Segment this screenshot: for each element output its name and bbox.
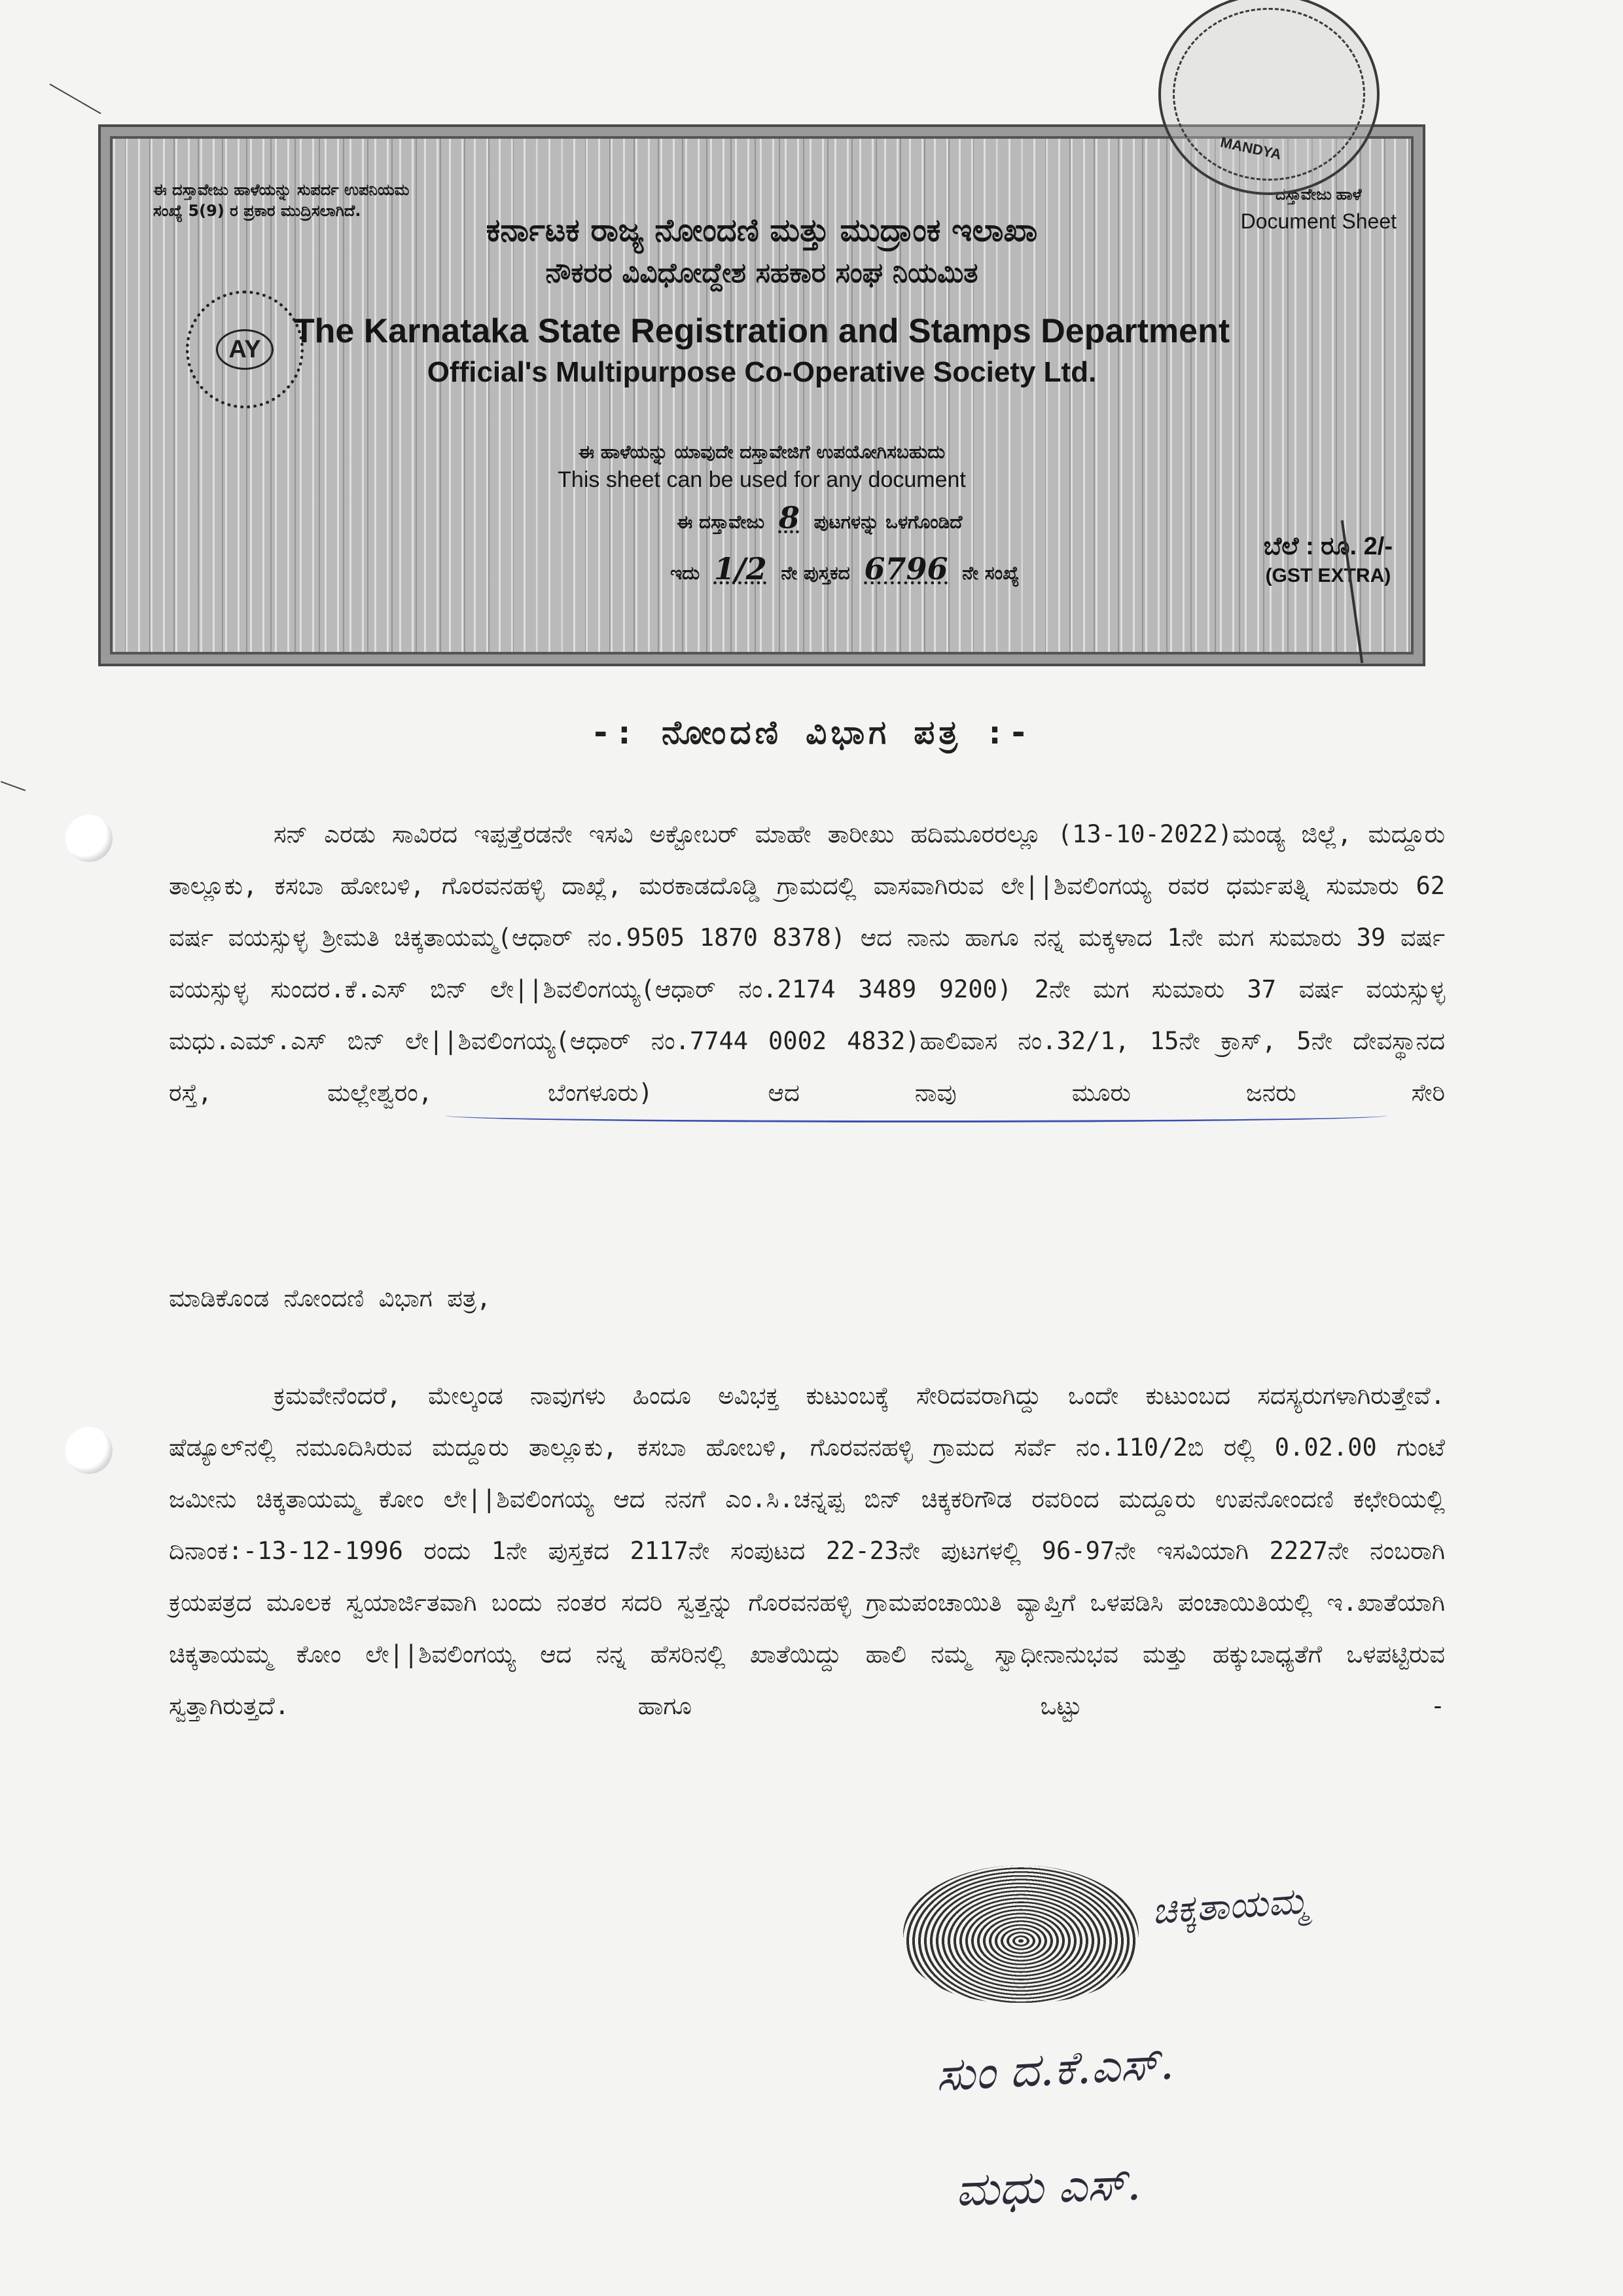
department-heading-kannada: ಕರ್ನಾಟಕ ರಾಜ್ಯ ನೋಂದಣಿ ಮತ್ತು ಮುದ್ರಾಂಕ ಇಲಾಖಾ (486, 212, 1038, 249)
department-heading-english: The Karnataka State Registration and Stamps Department (293, 312, 1230, 350)
sheet-count-suffix: ಪುಟಗಳನ್ನು ಒಳಗೊಂಡಿದೆ (813, 511, 963, 533)
price-label: ಬೆಲೆ : ರೂ. 2/- (1263, 533, 1393, 560)
sheet-number-prefix: ಇದು (670, 562, 700, 584)
sheet-number-line (670, 551, 1019, 586)
paragraph-property-history: ಕ್ರಮವೇನೆಂದರೆ, ಮೇಲ್ಕಂಡ ನಾವುಗಳು ಹಿಂದೂ ಅವಿಭಕ್ತ ಕುಟುಂಬಕ್ಕೆ ಸೇರಿದವರಾಗಿದ್ದು ಒಂದೇ ಕುಟುಂಬದ ಸದಸ್ಯರುಗಳಾಗಿರುತ್ತೇವೆ. ಷೆಡ್ಯೂಲ್‌ನಲ್ಲಿ ನಮೂದಿಸಿರುವ ಮದ್ದೂರು ತಾಲ್ಲೂಕು, ಕಸಬಾ ಹೋಬಳಿ, ಗೊರವನಹಳ್ಳಿ ಗ್ರಾಮದ ಸರ್ವೆ ನಂ.110/2ಬಿ ರಲ್ಲಿ 0.02.00 ಗುಂಟೆ ಜಮೀನು ಚಿಕ್ಕತಾಯಮ್ಮ ಕೋಂ ಲೇ||ಶಿವಲಿಂಗಯ್ಯ ಆದ ನನಗೆ ಎಂ.ಸಿ.ಚನ್ನಪ್ಪ ಬಿನ್ ಚಿಕ್ಕಕರಿಗೌಡ ರವರಿಂದ ಮದ್ದೂರು ಉಪನೋಂದಣಿ ಕಛೇರಿಯಲ್ಲಿ ದಿನಾಂಕ:-13-12-1996 ರಂದು 1ನೇ ಪುಸ್ತಕದ 2117ನೇ ಸಂಪುಟದ 22-23ನೇ ಪುಟಗಳಲ್ಲಿ 96-97ನೇ ಇಸವಿಯಾಗಿ 2227ನೇ ನಂಬರಾಗಿ ಕ್ರಯಪತ್ರದ ಮೂಲಕ ಸ್ವಯಾರ್ಜಿತವಾಗಿ ಬಂದು ನಂತರ ಸದರಿ ಸ್ವತ್ತನ್ನು ಗೊರವನಹಳ್ಳಿ ಗ್ರಾಮಪಂಚಾಯಿತಿ ವ್ಯಾಪ್ತಿಗೆ ಒಳಪಡಿಸಿ ಪಂಚಾಯಿತಿಯಲ್ಲಿ ಇ.ಖಾತೆಯಾಗಿ ಚಿಕ್ಕತಾಯಮ್ಮ ಕೋಂ ಲೇ||ಶಿವಲಿಂಗಯ್ಯ ಆದ ನನ್ನ ಹೆಸರಿನಲ್ಲಿ ಖಾತೆಯಿದ್ದು ಹಾಲಿ ನಮ್ಮ ಸ್ವಾಧೀನಾನುಭವ ಮತ್ತು ಹಕ್ಕುಬಾಧ್ಯತೆಗೆ ಒಳಪಟ್ಟಿರುವ ಸ್ವತ್ತಾಗಿರುತ್ತದೆ. ಹಾಗೂ ಒಟ್ಟು - (169, 1382, 1445, 1720)
signature-3: ಮಧು ಎಸ್. (954, 2157, 1142, 2217)
stamp-paper-header (98, 124, 1425, 666)
print-rule-note: ಈ ದಸ್ತಾವೇಜು ಹಾಳೆಯನ್ನು ಸುಪರ್ದ ಉಪನಿಯಮ ಸಂಖ್ಯೆ 5(9) ರ ಪ್ರಕಾರ ಮುದ್ರಿಸಲಾಗಿದೆ. (153, 181, 410, 221)
society-heading-english: Official's Multipurpose Co-Operative Society Ltd. (427, 356, 1097, 388)
signature-1: ಚಿಕ್ಕತಾಯಮ್ಮ (1150, 1879, 1310, 1933)
margin-mark (50, 84, 101, 115)
seal-letters: AY (216, 329, 274, 370)
gst-label: (GST EXTRA) (1265, 565, 1391, 586)
margin-mark (1, 781, 26, 791)
usage-note-kannada: ಈ ಹಾಳೆಯನ್ನು ಯಾವುದೇ ದಸ್ತಾವೇಜಿಗೆ ಉಪಯೋಗಿಸಬಹುದು (578, 441, 946, 463)
signature-2: ಸುಂ ದ.ಕೆ.ಎಸ್. (935, 2036, 1175, 2102)
sheet-number-middle: ನೇ ಪುಸ್ತಕದ (781, 562, 850, 584)
sheet-count-prefix: ಈ ದಸ್ತಾವೇಜು (677, 511, 765, 533)
society-heading-kannada: ನೌಕರರ ವಿವಿಧೋದ್ದೇಶ ಸಹಕಾರ ಸಂಘ ನಿಯಮಿತ (545, 257, 978, 289)
usage-note-english: This sheet can be used for any document (558, 467, 966, 492)
document-title: -: ನೋಂದಣಿ ವಿಭಾಗ ಪತ್ರ :- (590, 713, 1033, 751)
sheet-count-line (677, 500, 963, 535)
sheet-number-suffix: ನೇ ಸಂಖ್ಯೆ (962, 562, 1020, 584)
official-round-seal (1158, 0, 1380, 195)
sheet-count-handwritten: 8 (778, 500, 800, 535)
punch-hole (65, 1427, 113, 1474)
document-sheet-kannada: ದಸ್ತಾವೇಜು ಹಾಳೆ (1275, 186, 1362, 204)
paragraph-parties: ಸನ್ ಎರಡು ಸಾವಿರದ ಇಪ್ಪತ್ತೆರಡನೇ ಇಸವಿ ಅಕ್ಟೋಬರ್ ಮಾಹೇ ತಾರೀಖು ಹದಿಮೂರರಲ್ಲೂ (13-10-2022)ಮಂಡ್ಯ ಜಿಲ್ಲೆ, ಮದ್ದೂರು ತಾಲ್ಲೂಕು, ಕಸಬಾ ಹೋಬಳಿ, ಗೊರವನಹಳ್ಳಿ ದಾಖ್ಲೆ, ಮರಕಾಡದೊಡ್ಡಿ ಗ್ರಾಮದಲ್ಲಿ ವಾಸವಾಗಿರುವ ಲೇ||ಶಿವಲಿಂಗಯ್ಯ ರವರ ಧರ್ಮಪತ್ನಿ ಸುಮಾರು 62 ವರ್ಷ ವಯಸ್ಸುಳ್ಳ ಶ್ರೀಮತಿ ಚಿಕ್ಕತಾಯಮ್ಮ(ಆಧಾರ್ ನಂ.9505 1870 8378) ಆದ ನಾನು ಹಾಗೂ ನನ್ನ ಮಕ್ಕಳಾದ 1ನೇ ಮಗ ಸುಮಾರು 39 ವರ್ಷ ವಯಸ್ಸುಳ್ಳ ಸುಂದರ.ಕೆ.ಎಸ್ ಬಿನ್ ಲೇ||ಶಿವಲಿಂಗಯ್ಯ(ಆಧಾರ್ ನಂ.2174 3489 9200) 2ನೇ ಮಗ ಸುಮಾರು 37 ವರ್ಷ ವಯಸ್ಸುಳ್ಳ ಮಧು.ಎಮ್.ಎಸ್ ಬಿನ್ ಲೇ||ಶಿವಲಿಂಗಯ್ಯ(ಆಧಾರ್ ನಂ.7744 0002 4832)ಹಾಲಿವಾಸ ನಂ.32/1, 15ನೇ ಕ್ರಾಸ್, 5ನೇ ದೇವಸ್ಥಾನದ ರಸ್ತೆ, ಮಲ್ಲೇಶ್ವರಂ, ಬೆಂಗಳೂರು) ಆದ ನಾವು ಮೂರು ಜನರು ಸೇರಿ (169, 820, 1445, 1107)
paragraph-parties-end: ಮಾಡಿಕೊಂಡ ನೋಂದಣಿ ವಿಭಾಗ ಪತ್ರ, (169, 1284, 491, 1312)
price-box (1264, 533, 1393, 587)
sheet-number-handwritten: 1/2 (713, 551, 767, 586)
seal-place-text: MANDYA (1219, 134, 1283, 163)
pen-underline (445, 1109, 1387, 1122)
punch-hole (65, 815, 113, 862)
thumb-impression (903, 1865, 1139, 2003)
document-sheet-english: Document Sheet (1240, 209, 1397, 233)
serial-number-handwritten: 6796 (864, 551, 948, 586)
